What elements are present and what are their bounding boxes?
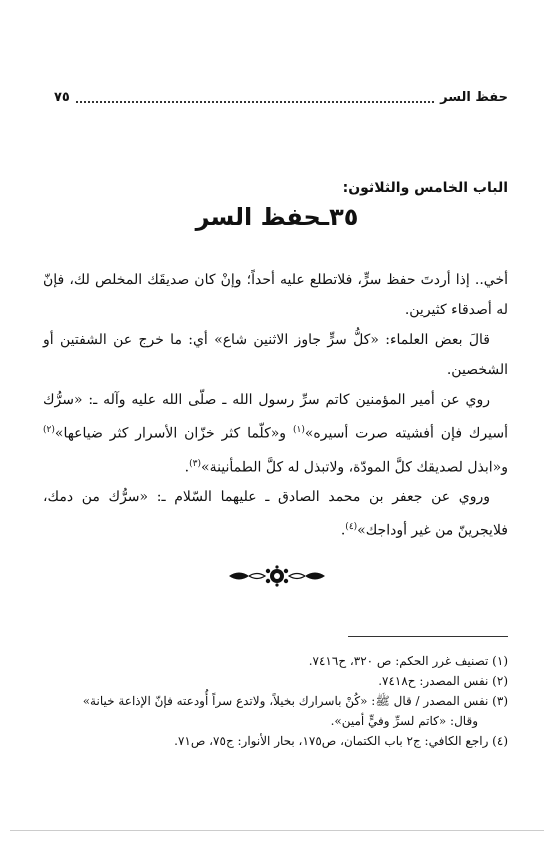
footnote-ref-1[interactable]: (١) [292, 425, 305, 435]
paragraph-1: أخي.. إذا أردتَ حفظ سرٍّ، فلاتطلع عليه أحداً؛ وإنْ كان صديقَك المخلص لك، فإنّ له أصدقاء كثيرين. [43, 272, 508, 318]
footnote-2: (٢) نفس المصدر: ح٧٤١٨. [378, 674, 508, 688]
chapter-label: الباب الخامس والثلاثون: [342, 180, 508, 196]
paragraph-3-part-a: روي عن أمير المؤمنين كاتم سرِّ رسول الله ـ صلّى الله عليه وآله ـ: «سرُّك أسيرك فإن أفشيته صرت أسيره» [43, 392, 509, 442]
paragraph-2: قالَ بعض العلماء: «كلُّ سرٍّ جاوز الاثنين شاع» أي: ما خرج عن الشفتين أو الشخصين. [43, 332, 508, 378]
footnote-ref-4[interactable]: (٤) [345, 522, 358, 533]
body-text [43, 265, 508, 546]
footnotes [43, 651, 508, 751]
footnote-ref-3[interactable]: (٣) [189, 458, 201, 469]
chapter-title: ٣٥ـحفظ السر [195, 203, 359, 231]
paragraph-3-end: . [184, 459, 190, 476]
footnote-3: (٣) نفس المصدر / قال ﷺ: «كُنْ باسرارك بخيلاً، ولاتدع سراً أُودعته فإنّ الإذاعة خيانة» [82, 694, 508, 708]
footnote-4: (٤) راجع الكافي: ج٢ باب الكتمان، ص١٧٥، بحار الأنوار: ج٧٥، ص٧١. [174, 734, 508, 748]
footnote-ref-2[interactable]: (٢) [43, 425, 55, 435]
ornament-divider-icon [227, 565, 327, 587]
paragraph-3-part-c: و«ابذل لصديقك كلَّ المودّة، ولاتبذل له كلَّ الطمأنينة» [201, 459, 508, 476]
running-title: حفظ السر [440, 89, 508, 105]
page-bottom-edge [10, 830, 544, 831]
footnote-1: (١) تصنيف غرر الحكم: ص ٣٢٠، ح٧٤١٦. [308, 654, 508, 668]
paragraph-3-part-b: و«كلّما كثر خزّان الأسرار كثر ضياعها» [54, 425, 293, 442]
paragraph-4 [43, 482, 508, 546]
running-header [54, 86, 508, 108]
page-number: ٧٥ [54, 89, 70, 105]
leader-dots [76, 92, 434, 103]
footnote-3-continued: وقال: «كاتم لسرِّ وفيٍّ أمين». [330, 714, 478, 728]
paragraph-3 [43, 385, 508, 482]
paragraph-4-text: وروي عن جعفر بن محمد الصادق ـ عليهما السّلام ـ: «سرُّك من دمك، فلايجرينّ من غير أوداجك» [43, 489, 508, 539]
paragraph-4-end: . [340, 522, 346, 539]
footnote-divider [348, 636, 508, 637]
